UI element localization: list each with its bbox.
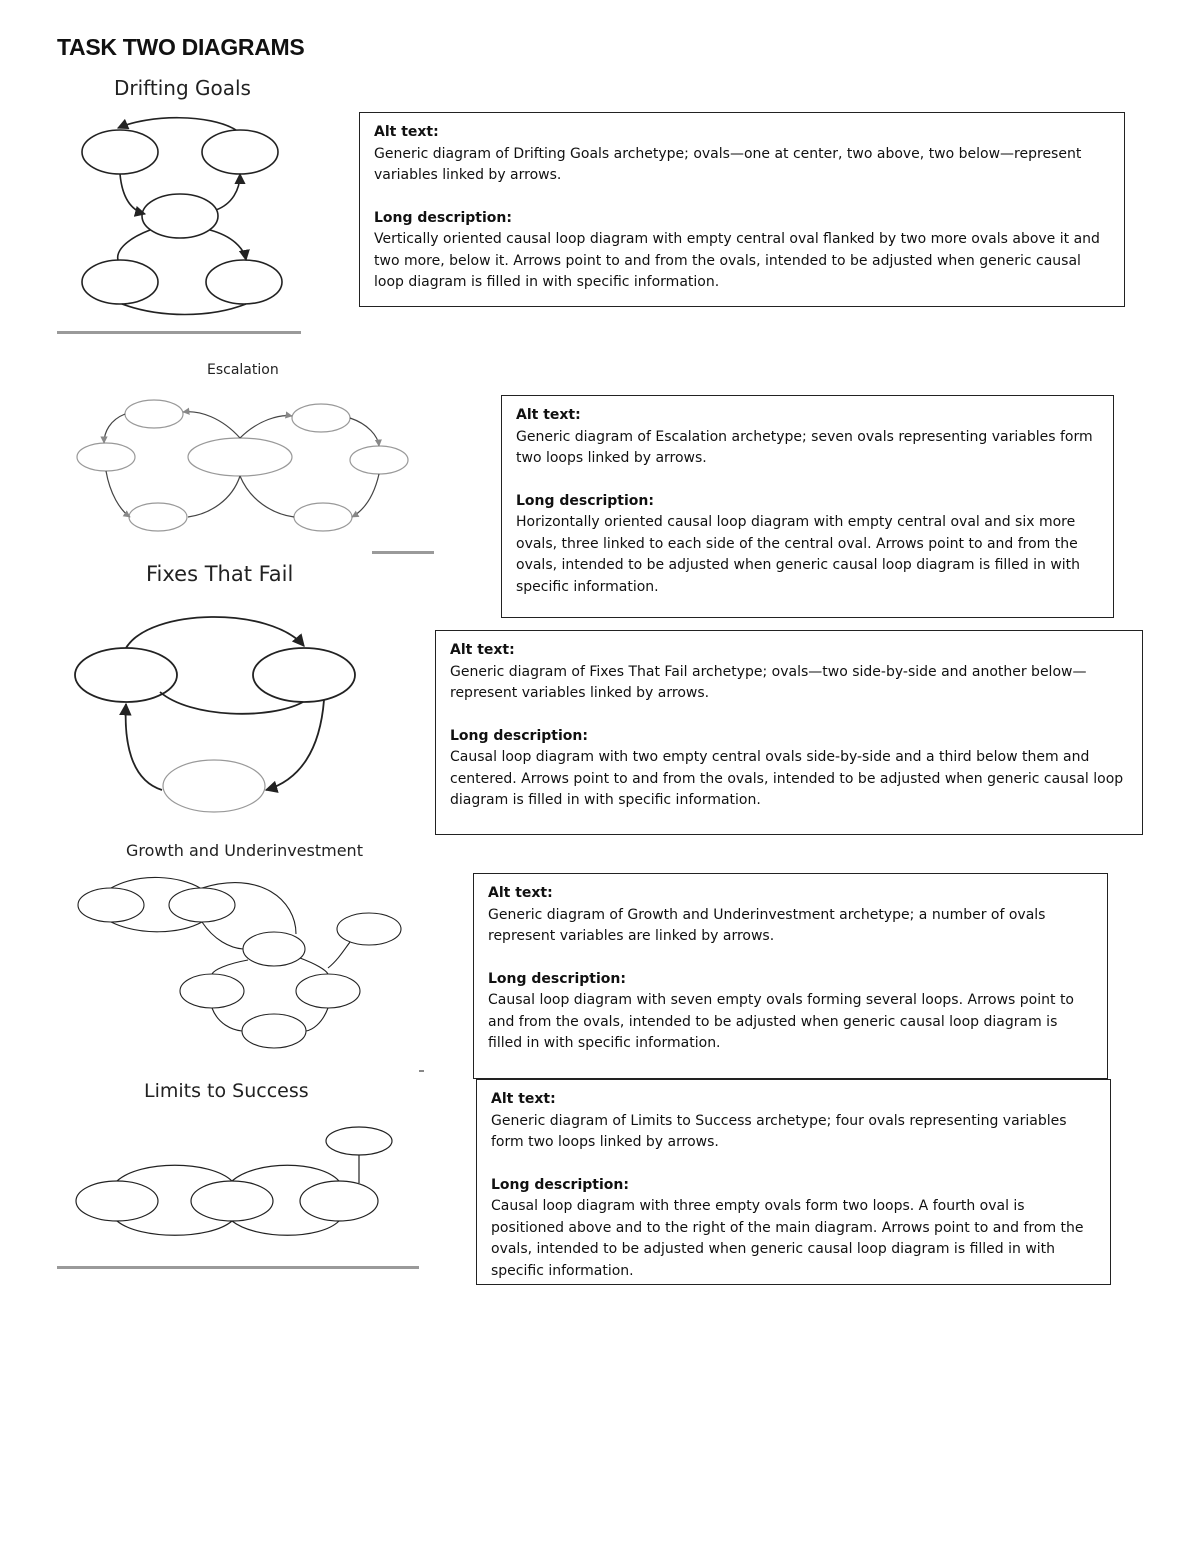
growth-oval-1 <box>78 888 144 922</box>
drifting-goals-arrow-right-up <box>216 174 240 210</box>
alt-text-label: Alt text: <box>516 407 581 423</box>
drifting-goals-oval-bottom-right <box>206 260 282 304</box>
limits-to-success-rule <box>57 1266 419 1269</box>
growth-underinvestment-long-description: Causal loop diagram with seven empty ovals forming several loops. Arrows point to and from the ovals, intended to be adjusted when generic causal loop diagram is filled in with specific information. <box>488 992 1074 1051</box>
escalation-arc-center-left-down <box>188 476 240 517</box>
page-title: TASK TWO DIAGRAMS <box>57 34 305 60</box>
drifting-goals-arrow-center-bottom-right <box>210 230 246 260</box>
growth-arc-7 <box>328 942 350 968</box>
growth-arc-4 <box>202 922 243 949</box>
escalation-arc-left-bottom <box>106 471 130 517</box>
limits-to-success-diagram <box>0 0 1 1</box>
growth-underinvestment-description-box <box>473 873 1108 1079</box>
alt-text-label: Alt text: <box>491 1091 556 1107</box>
fixes-arrow-middle <box>160 692 303 714</box>
growth-underinvestment-title: Growth and Underinvestment <box>126 841 363 860</box>
limits-to-success-title: Limits to Success <box>144 1080 309 1102</box>
drifting-goals-arrow-top <box>118 118 236 130</box>
escalation-oval-left-bottom <box>129 503 187 531</box>
growth-oval-6 <box>296 974 360 1008</box>
limits-to-success-description-box <box>476 1079 1111 1285</box>
escalation-arc-left-top <box>104 414 125 443</box>
growth-arc-8 <box>212 1008 242 1031</box>
escalation-arc-right-top <box>350 418 379 446</box>
drifting-goals-oval-top-left <box>82 130 158 174</box>
escalation-oval-right-mid <box>350 446 408 474</box>
growth-arc-9 <box>306 1008 328 1031</box>
drifting-goals-arrow-center-bottom-left <box>118 230 150 260</box>
growth-arc-5 <box>212 960 248 974</box>
alt-text-label: Alt text: <box>488 885 553 901</box>
escalation-oval-left-top <box>125 400 183 428</box>
drifting-goals-oval-center <box>142 194 218 238</box>
limits-arc-left-bottom <box>117 1221 232 1235</box>
fixes-that-fail-alt-text: Generic diagram of Fixes That Fail archetype; ovals—two side-by-side and another below—represent variables linked by arrows. <box>450 663 1087 701</box>
growth-arc-6 <box>300 958 328 974</box>
drifting-goals-arrow-bottom <box>122 304 246 315</box>
escalation-oval-right-top <box>292 404 350 432</box>
growth-oval-2 <box>169 888 235 922</box>
limits-oval-top <box>326 1127 392 1155</box>
growth-oval-3 <box>243 932 305 966</box>
growth-arc-1 <box>111 877 200 888</box>
escalation-oval-right-bottom <box>294 503 352 531</box>
fixes-arrow-top <box>126 617 304 648</box>
drifting-goals-description-box <box>359 112 1125 307</box>
fixes-arrow-right-down <box>266 700 324 790</box>
long-description-label: Long description: <box>450 727 588 744</box>
long-description-label: Long description: <box>491 1176 629 1193</box>
limits-to-success-alt-text: Generic diagram of Limits to Success archetype; four ovals representing variables form two loops linked by arrows. <box>491 1112 1067 1150</box>
escalation-arc-center-right-down <box>240 476 294 517</box>
drifting-goals-long-description: Vertically oriented causal loop diagram with empty central oval flanked by two more ovals above it and two more, below it. Arrows point to and from the ovals, intended to be adjusted when generic causal loop diagram is filled in with specific information. <box>374 231 1100 290</box>
alt-text-label: Alt text: <box>450 642 515 658</box>
escalation-arc-center-right <box>240 416 292 438</box>
limits-arc-right-bottom <box>232 1221 339 1235</box>
limits-arc-left-top <box>117 1165 232 1181</box>
long-description-label: Long description: <box>374 209 512 226</box>
drifting-goals-rule <box>57 331 301 334</box>
drifting-goals-oval-top-right <box>202 130 278 174</box>
escalation-arc-center-left <box>183 412 240 438</box>
escalation-alt-text: Generic diagram of Escalation archetype; seven ovals representing variables form two loops linked by arrows. <box>516 428 1093 466</box>
limits-arc-right-top <box>232 1165 339 1181</box>
escalation-description-box <box>501 395 1114 618</box>
long-description-label: Long description: <box>488 970 626 987</box>
fixes-that-fail-description-box <box>435 630 1143 835</box>
growth-underinvestment-alt-text: Generic diagram of Growth and Underinvestment archetype; a number of ovals represent variables are linked by arrows. <box>488 906 1046 944</box>
drifting-goals-title: Drifting Goals <box>114 76 251 100</box>
growth-oval-7 <box>242 1014 306 1048</box>
limits-to-success-long-description: Causal loop diagram with three empty ovals form two loops. A fourth oval is positioned above and to the right of the main diagram. Arrows point to and from the ovals, intended to be adjusted when generic causal loop diagram is filled in with specific information. <box>491 1198 1084 1279</box>
escalation-long-description: Horizontally oriented causal loop diagram with empty central oval and six more ovals, three linked to each side of the central oval. Arrows point to and from the ovals, intended to be adjusted when generic causal loop diagram is filled in with specific information. <box>516 514 1081 595</box>
alt-text-label: Alt text: <box>374 124 439 140</box>
limits-oval-right <box>300 1181 378 1221</box>
growth-oval-5 <box>180 974 244 1008</box>
escalation-rule <box>372 551 434 554</box>
growth-arc-2 <box>111 922 202 932</box>
growth-stray-dash <box>419 1070 424 1072</box>
limits-oval-left <box>76 1181 158 1221</box>
fixes-that-fail-title: Fixes That Fail <box>146 562 294 586</box>
limits-oval-center <box>191 1181 273 1221</box>
escalation-arc-right-bottom <box>352 474 379 517</box>
fixes-oval-right <box>253 648 355 702</box>
drifting-goals-alt-text: Generic diagram of Drifting Goals archetype; ovals—one at center, two above, two below—represent variables linked by arrows. <box>374 145 1082 183</box>
drifting-goals-arrow-left-down <box>120 174 145 214</box>
growth-oval-4 <box>337 913 401 945</box>
growth-arc-3 <box>202 883 296 934</box>
fixes-oval-bottom <box>163 760 265 812</box>
escalation-oval-left-mid <box>77 443 135 471</box>
long-description-label: Long description: <box>516 492 654 509</box>
drifting-goals-oval-bottom-left <box>82 260 158 304</box>
escalation-oval-center <box>188 438 292 476</box>
fixes-arrow-left-up <box>126 704 162 790</box>
escalation-title: Escalation <box>207 362 279 378</box>
fixes-that-fail-long-description: Causal loop diagram with two empty central ovals side-by-side and a third below them and centered. Arrows point to and from the ovals, intended to be adjusted when generic causal loop diagram is filled in with specific information. <box>450 749 1124 808</box>
